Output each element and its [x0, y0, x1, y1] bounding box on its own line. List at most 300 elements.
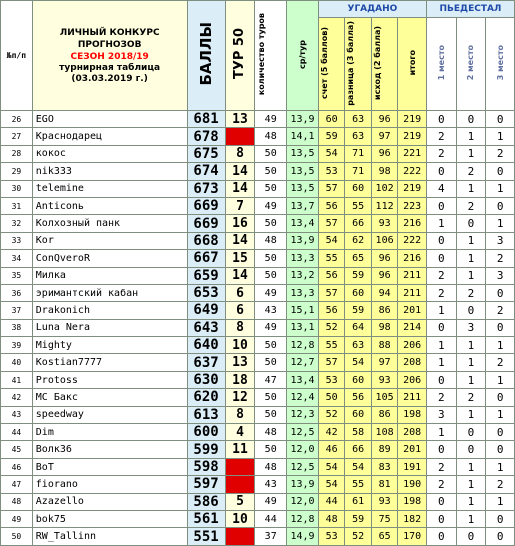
score-guessed-cell: 57 [318, 284, 344, 301]
diff-guessed-cell: 63 [345, 111, 371, 128]
points-cell: 599 [187, 441, 225, 458]
place2-cell: 1 [456, 180, 486, 197]
place3-cell: 0 [486, 389, 515, 406]
table-row [1, 424, 515, 441]
player-name: bok75 [32, 510, 187, 527]
avg-per-tour-cell: 12,5 [287, 424, 319, 441]
place2-cell: 0 [456, 441, 486, 458]
tours-count-cell: 50 [255, 441, 287, 458]
place2-cell: 1 [456, 354, 486, 371]
points-cell: 678 [187, 128, 225, 145]
points-cell: 669 [187, 215, 225, 232]
place1-cell: 2 [426, 128, 456, 145]
score-guessed-cell: 59 [318, 128, 344, 145]
place3-cell: 0 [486, 111, 515, 128]
place1-cell: 2 [426, 389, 456, 406]
place2-cell: 3 [456, 319, 486, 336]
points-cell: 600 [187, 424, 225, 441]
score-guessed-cell: 52 [318, 319, 344, 336]
header-score: счет (5 баллов) [318, 18, 344, 111]
points-cell: 637 [187, 354, 225, 371]
table-row [1, 163, 515, 180]
avg-per-tour-cell: 12,3 [287, 406, 319, 423]
place1-cell: 0 [426, 371, 456, 388]
total-guessed-cell: 201 [398, 302, 427, 319]
outcome-guessed-cell: 75 [371, 510, 397, 527]
table-row [1, 510, 515, 527]
points-cell: 620 [187, 389, 225, 406]
row-number: 26 [1, 111, 33, 128]
points-cell: 668 [187, 232, 225, 249]
season-label: СЕЗОН 2018/19 [70, 51, 149, 62]
points-cell: 630 [187, 371, 225, 388]
title-line2: ПРОГНОЗОВ [77, 39, 142, 50]
total-guessed-cell: 216 [398, 215, 427, 232]
outcome-guessed-cell: 102 [371, 180, 397, 197]
place3-cell: 3 [486, 232, 515, 249]
tours-count-cell: 49 [255, 197, 287, 214]
header-guessed-group: УГАДАНО [318, 1, 426, 18]
player-name: RW_Tallinn [32, 528, 187, 545]
total-guessed-cell: 191 [398, 458, 427, 475]
player-name: fiorano [32, 476, 187, 493]
diff-guessed-cell: 66 [345, 441, 371, 458]
avg-per-tour-cell: 13,9 [287, 232, 319, 249]
tours-count-cell: 43 [255, 476, 287, 493]
place3-cell: 3 [486, 267, 515, 284]
avg-per-tour-cell: 12,0 [287, 493, 319, 510]
points-cell: 586 [187, 493, 225, 510]
diff-guessed-cell: 54 [345, 354, 371, 371]
total-guessed-cell: 206 [398, 337, 427, 354]
table-row [1, 476, 515, 493]
tours-count-cell: 48 [255, 232, 287, 249]
tour-cell: 10 [225, 510, 255, 527]
avg-per-tour-cell: 13,7 [287, 197, 319, 214]
place3-cell: 1 [486, 493, 515, 510]
total-guessed-cell: 223 [398, 197, 427, 214]
avg-per-tour-cell: 12,8 [287, 337, 319, 354]
subtitle-line1: турнирная таблица [59, 62, 161, 73]
avg-per-tour-cell: 12,7 [287, 354, 319, 371]
score-guessed-cell: 57 [318, 180, 344, 197]
row-number: 28 [1, 145, 33, 162]
avg-per-tour-cell: 13,5 [287, 163, 319, 180]
score-guessed-cell: 60 [318, 111, 344, 128]
tour-cell: 11 [225, 441, 255, 458]
tour-cell: 10 [225, 337, 255, 354]
table-row [1, 111, 515, 128]
diff-guessed-cell: 60 [345, 180, 371, 197]
tour-cell: 14 [225, 267, 255, 284]
points-cell: 640 [187, 337, 225, 354]
tours-count-cell: 50 [255, 267, 287, 284]
row-number: 33 [1, 232, 33, 249]
points-cell: 681 [187, 111, 225, 128]
outcome-guessed-cell: 106 [371, 232, 397, 249]
place1-cell: 0 [426, 493, 456, 510]
score-guessed-cell: 54 [318, 458, 344, 475]
diff-guessed-cell: 58 [345, 424, 371, 441]
player-name: Drakonich [32, 302, 187, 319]
diff-guessed-cell: 60 [345, 406, 371, 423]
tour-cell [225, 528, 255, 545]
table-row [1, 284, 515, 301]
place2-cell: 1 [456, 406, 486, 423]
player-name: Kostian7777 [32, 354, 187, 371]
tour-cell: 6 [225, 284, 255, 301]
score-guessed-cell: 55 [318, 250, 344, 267]
avg-per-tour-cell: 13,9 [287, 476, 319, 493]
outcome-guessed-cell: 96 [371, 267, 397, 284]
tours-count-cell: 48 [255, 128, 287, 145]
tour-cell: 16 [225, 215, 255, 232]
diff-guessed-cell: 59 [345, 302, 371, 319]
tours-count-cell: 47 [255, 371, 287, 388]
points-cell: 643 [187, 319, 225, 336]
table-row [1, 180, 515, 197]
table-row [1, 458, 515, 475]
points-cell: 598 [187, 458, 225, 475]
header-avg: ср/тур [287, 1, 319, 111]
tours-count-cell: 49 [255, 493, 287, 510]
standings-body [1, 111, 515, 546]
diff-guessed-cell: 64 [345, 319, 371, 336]
total-guessed-cell: 198 [398, 493, 427, 510]
total-guessed-cell: 221 [398, 145, 427, 162]
tour-cell: 15 [225, 250, 255, 267]
diff-guessed-cell: 63 [345, 128, 371, 145]
place1-cell: 0 [426, 528, 456, 545]
outcome-guessed-cell: 93 [371, 493, 397, 510]
points-cell: 597 [187, 476, 225, 493]
player-name: Милка [32, 267, 187, 284]
player-name: Волк36 [32, 441, 187, 458]
place1-cell: 0 [426, 319, 456, 336]
avg-per-tour-cell: 12,0 [287, 441, 319, 458]
tours-count-cell: 50 [255, 337, 287, 354]
diff-guessed-cell: 55 [345, 197, 371, 214]
tour-cell: 6 [225, 302, 255, 319]
score-guessed-cell: 50 [318, 389, 344, 406]
points-cell: 667 [187, 250, 225, 267]
place3-cell: 2 [486, 250, 515, 267]
place3-cell: 1 [486, 458, 515, 475]
avg-per-tour-cell: 14,9 [287, 528, 319, 545]
place1-cell: 0 [426, 232, 456, 249]
place1-cell: 2 [426, 267, 456, 284]
place3-cell: 2 [486, 354, 515, 371]
total-guessed-cell: 201 [398, 441, 427, 458]
table-row [1, 319, 515, 336]
diff-guessed-cell: 59 [345, 267, 371, 284]
table-row [1, 267, 515, 284]
points-cell: 673 [187, 180, 225, 197]
points-cell: 674 [187, 163, 225, 180]
score-guessed-cell: 55 [318, 337, 344, 354]
place3-cell: 0 [486, 424, 515, 441]
row-number: 45 [1, 441, 33, 458]
tour-cell [225, 128, 255, 145]
tours-count-cell: 49 [255, 319, 287, 336]
total-guessed-cell: 190 [398, 476, 427, 493]
place1-cell: 0 [426, 163, 456, 180]
player-name: Luna Nera [32, 319, 187, 336]
tours-count-cell: 48 [255, 424, 287, 441]
score-guessed-cell: 56 [318, 197, 344, 214]
diff-guessed-cell: 65 [345, 250, 371, 267]
diff-guessed-cell: 71 [345, 145, 371, 162]
place1-cell: 2 [426, 284, 456, 301]
outcome-guessed-cell: 96 [371, 145, 397, 162]
header-outcome: исход (2 балла) [371, 18, 397, 111]
diff-guessed-cell: 59 [345, 510, 371, 527]
tours-count-cell: 50 [255, 145, 287, 162]
table-row [1, 337, 515, 354]
diff-guessed-cell: 60 [345, 371, 371, 388]
player-name: nik333 [32, 163, 187, 180]
row-number: 42 [1, 389, 33, 406]
avg-per-tour-cell: 13,4 [287, 215, 319, 232]
player-name: эримантский кабан [32, 284, 187, 301]
tour-cell: 18 [225, 371, 255, 388]
player-name: Колхозный панк [32, 215, 187, 232]
total-guessed-cell: 216 [398, 250, 427, 267]
header-num: №п/п [1, 1, 33, 111]
avg-per-tour-cell: 13,4 [287, 371, 319, 388]
row-number: 44 [1, 424, 33, 441]
avg-per-tour-cell: 13,3 [287, 250, 319, 267]
table-row [1, 371, 515, 388]
table-row [1, 528, 515, 545]
place3-cell: 0 [486, 197, 515, 214]
place2-cell: 2 [456, 284, 486, 301]
diff-guessed-cell: 52 [345, 528, 371, 545]
avg-per-tour-cell: 15,1 [287, 302, 319, 319]
tour-cell: 7 [225, 197, 255, 214]
outcome-guessed-cell: 97 [371, 354, 397, 371]
header-place1: 1 место [426, 18, 456, 111]
outcome-guessed-cell: 97 [371, 128, 397, 145]
place2-cell: 1 [456, 337, 486, 354]
place2-cell: 1 [456, 476, 486, 493]
place2-cell: 1 [456, 371, 486, 388]
outcome-guessed-cell: 105 [371, 389, 397, 406]
table-row [1, 302, 515, 319]
tours-count-cell: 50 [255, 389, 287, 406]
place3-cell: 0 [486, 441, 515, 458]
subtitle-line2: (03.03.2019 г.) [71, 73, 148, 84]
place1-cell: 2 [426, 145, 456, 162]
diff-guessed-cell: 62 [345, 232, 371, 249]
row-number: 47 [1, 476, 33, 493]
player-name: MC Бакс [32, 389, 187, 406]
place2-cell: 2 [456, 163, 486, 180]
table-row [1, 250, 515, 267]
tour-cell: 4 [225, 424, 255, 441]
diff-guessed-cell: 55 [345, 476, 371, 493]
score-guessed-cell: 42 [318, 424, 344, 441]
place2-cell: 1 [456, 232, 486, 249]
diff-guessed-cell: 60 [345, 284, 371, 301]
tours-count-cell: 48 [255, 458, 287, 475]
total-guessed-cell: 198 [398, 406, 427, 423]
total-guessed-cell: 170 [398, 528, 427, 545]
place1-cell: 0 [426, 441, 456, 458]
header-diff: разница (3 балла) [345, 18, 371, 111]
place1-cell: 1 [426, 337, 456, 354]
tours-count-cell: 50 [255, 406, 287, 423]
row-number: 46 [1, 458, 33, 475]
place3-cell: 0 [486, 319, 515, 336]
place1-cell: 0 [426, 197, 456, 214]
row-number: 40 [1, 354, 33, 371]
score-guessed-cell: 54 [318, 145, 344, 162]
tour-cell [225, 476, 255, 493]
score-guessed-cell: 53 [318, 371, 344, 388]
place3-cell: 0 [486, 528, 515, 545]
player-name: Dim [32, 424, 187, 441]
outcome-guessed-cell: 96 [371, 111, 397, 128]
outcome-guessed-cell: 86 [371, 406, 397, 423]
total-guessed-cell: 208 [398, 424, 427, 441]
player-name: Kor [32, 232, 187, 249]
header-total: итого [398, 18, 427, 111]
avg-per-tour-cell: 13,5 [287, 145, 319, 162]
row-number: 35 [1, 267, 33, 284]
place3-cell: 2 [486, 476, 515, 493]
diff-guessed-cell: 66 [345, 215, 371, 232]
header-podium-group: ПЬЕДЕСТАЛ [426, 1, 514, 18]
header-points: БАЛЛЫ [187, 1, 225, 111]
row-number: 29 [1, 163, 33, 180]
tour-cell: 14 [225, 163, 255, 180]
player-name: Mighty [32, 337, 187, 354]
tours-count-cell: 49 [255, 284, 287, 301]
row-number: 36 [1, 284, 33, 301]
avg-per-tour-cell: 12,5 [287, 458, 319, 475]
points-cell: 551 [187, 528, 225, 545]
tour-cell [225, 458, 255, 475]
tours-count-cell: 50 [255, 163, 287, 180]
row-number: 27 [1, 128, 33, 145]
place1-cell: 2 [426, 458, 456, 475]
score-guessed-cell: 57 [318, 354, 344, 371]
table-row [1, 493, 515, 510]
points-cell: 675 [187, 145, 225, 162]
header-place3: 3 место [486, 18, 515, 111]
tours-count-cell: 49 [255, 111, 287, 128]
avg-per-tour-cell: 13,1 [287, 319, 319, 336]
tour-cell: 14 [225, 180, 255, 197]
avg-per-tour-cell: 13,2 [287, 267, 319, 284]
place1-cell: 3 [426, 406, 456, 423]
tour-cell: 8 [225, 145, 255, 162]
row-number: 38 [1, 319, 33, 336]
row-number: 41 [1, 371, 33, 388]
tours-count-cell: 50 [255, 250, 287, 267]
total-guessed-cell: 208 [398, 354, 427, 371]
tour-cell: 12 [225, 389, 255, 406]
player-name: Краснодарец [32, 128, 187, 145]
row-number: 39 [1, 337, 33, 354]
table-row [1, 354, 515, 371]
table-row [1, 128, 515, 145]
tour-cell: 8 [225, 406, 255, 423]
place1-cell: 1 [426, 354, 456, 371]
place3-cell: 1 [486, 406, 515, 423]
score-guessed-cell: 44 [318, 493, 344, 510]
place3-cell: 1 [486, 215, 515, 232]
score-guessed-cell: 46 [318, 441, 344, 458]
place1-cell: 4 [426, 180, 456, 197]
score-guessed-cell: 53 [318, 163, 344, 180]
place2-cell: 0 [456, 111, 486, 128]
total-guessed-cell: 211 [398, 389, 427, 406]
tours-count-cell: 50 [255, 215, 287, 232]
tour-cell: 13 [225, 111, 255, 128]
place2-cell: 1 [456, 250, 486, 267]
player-name: BoT [32, 458, 187, 475]
outcome-guessed-cell: 94 [371, 284, 397, 301]
outcome-guessed-cell: 96 [371, 250, 397, 267]
tours-count-cell: 50 [255, 354, 287, 371]
outcome-guessed-cell: 112 [371, 197, 397, 214]
avg-per-tour-cell: 13,5 [287, 180, 319, 197]
tours-count-cell: 50 [255, 180, 287, 197]
diff-guessed-cell: 54 [345, 458, 371, 475]
points-cell: 613 [187, 406, 225, 423]
points-cell: 561 [187, 510, 225, 527]
player-name: Anticonь [32, 197, 187, 214]
place2-cell: 1 [456, 510, 486, 527]
table-row [1, 215, 515, 232]
score-guessed-cell: 56 [318, 302, 344, 319]
place2-cell: 0 [456, 424, 486, 441]
table-row [1, 389, 515, 406]
place2-cell: 1 [456, 493, 486, 510]
player-name: Azazello [32, 493, 187, 510]
points-cell: 649 [187, 302, 225, 319]
total-guessed-cell: 211 [398, 267, 427, 284]
total-guessed-cell: 222 [398, 163, 427, 180]
place1-cell: 1 [426, 215, 456, 232]
place3-cell: 1 [486, 371, 515, 388]
tour-cell: 14 [225, 232, 255, 249]
outcome-guessed-cell: 93 [371, 215, 397, 232]
place1-cell: 0 [426, 111, 456, 128]
header-title [32, 1, 187, 111]
title-line1: ЛИЧНЫЙ КОНКУРС [59, 27, 160, 38]
tour-cell: 5 [225, 493, 255, 510]
place3-cell: 2 [486, 145, 515, 162]
score-guessed-cell: 57 [318, 215, 344, 232]
place1-cell: 1 [426, 424, 456, 441]
outcome-guessed-cell: 89 [371, 441, 397, 458]
score-guessed-cell: 53 [318, 528, 344, 545]
avg-per-tour-cell: 13,3 [287, 284, 319, 301]
row-number: 49 [1, 510, 33, 527]
outcome-guessed-cell: 108 [371, 424, 397, 441]
score-guessed-cell: 52 [318, 406, 344, 423]
total-guessed-cell: 182 [398, 510, 427, 527]
table-row [1, 197, 515, 214]
avg-per-tour-cell: 12,4 [287, 389, 319, 406]
player-name: Protoss [32, 371, 187, 388]
outcome-guessed-cell: 86 [371, 302, 397, 319]
score-guessed-cell: 54 [318, 232, 344, 249]
tours-count-cell: 43 [255, 302, 287, 319]
